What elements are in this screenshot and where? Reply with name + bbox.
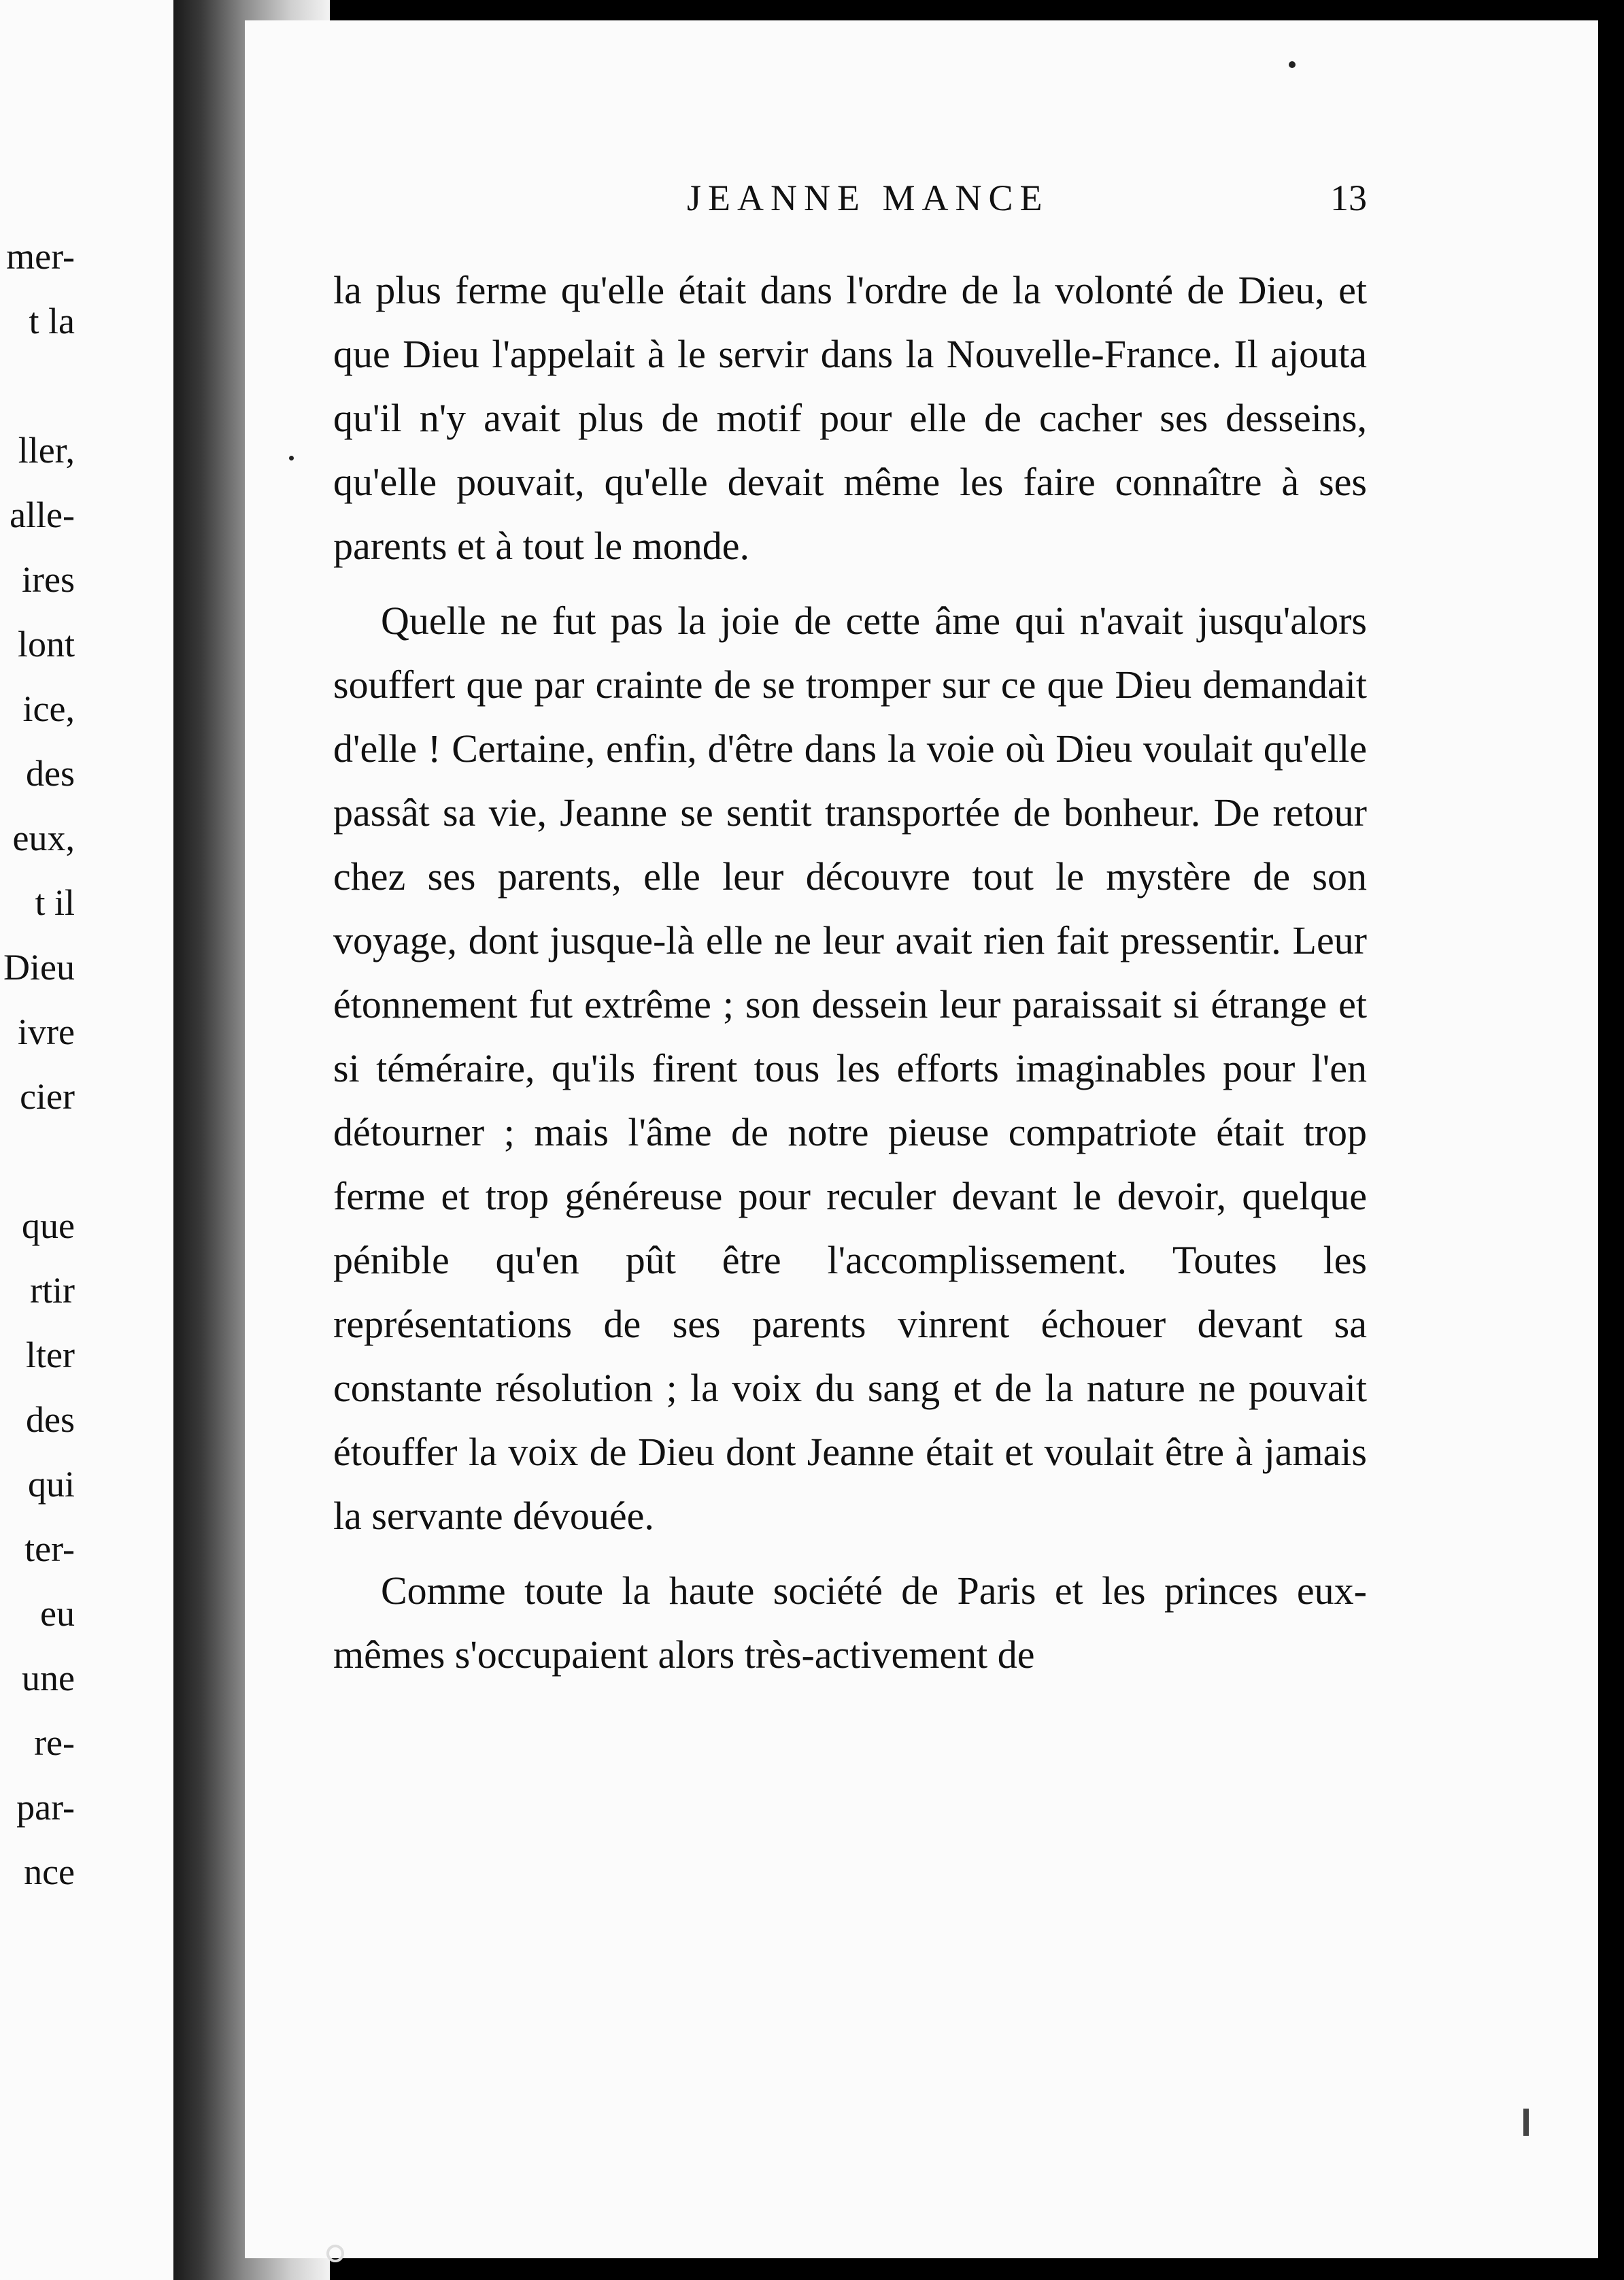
left-fragment: lter xyxy=(26,1335,75,1375)
left-fragment: par- xyxy=(16,1787,75,1828)
left-fragment: lont xyxy=(17,624,75,665)
left-fragment: ires xyxy=(22,559,75,600)
left-fragment: mer- xyxy=(6,236,75,277)
left-fragment: cier xyxy=(20,1076,75,1117)
left-fragment: t il xyxy=(35,882,75,923)
left-page-text-fragments xyxy=(3,224,75,1905)
page-number: 13 xyxy=(1330,178,1367,218)
left-fragment: que xyxy=(22,1205,75,1246)
paragraph-1: la plus ferme qu'elle était dans l'ordre de la volonté de Dieu, et que Dieu l'appelait à le servir dans la Nouvelle-France. Il ajouta qu'il n'y avait plus de motif pour elle de cacher ses desseins, qu'elle pouvait, qu'elle devait même les faire connaître à ses parents et à tout le monde. xyxy=(333,268,1367,568)
running-header xyxy=(333,177,1367,258)
left-fragment: qui xyxy=(27,1464,75,1505)
left-fragment: des xyxy=(26,1399,75,1440)
left-fragment: ter- xyxy=(24,1528,75,1569)
left-fragment: alle- xyxy=(10,494,75,535)
left-fragment: nce xyxy=(24,1851,75,1892)
left-fragment: rtir xyxy=(30,1270,75,1311)
left-fragment: Dieu xyxy=(3,947,75,988)
scan-ring-mark xyxy=(326,2245,344,2262)
paragraph-3: Comme toute la haute société de Paris et les princes eux-mêmes s'occupaient alors très-activement de xyxy=(333,1569,1367,1677)
scan-edge-mark xyxy=(1523,2109,1529,2136)
body-text xyxy=(333,258,1367,1687)
left-fragment: eux, xyxy=(12,818,75,858)
left-fragment: une xyxy=(22,1658,75,1698)
left-fragment: ice, xyxy=(22,688,75,729)
page-content xyxy=(333,20,1367,1698)
left-fragment: t la xyxy=(29,301,75,341)
paper-speck xyxy=(289,456,294,460)
left-fragment: des xyxy=(26,753,75,794)
left-fragment: re- xyxy=(34,1722,75,1763)
running-title: JEANNE MANCE xyxy=(687,178,1049,218)
left-fragment: ivre xyxy=(18,1011,75,1052)
paragraph-2: Quelle ne fut pas la joie de cette âme qui n'avait jusqu'alors souffert que par crainte de se tromper sur ce que Dieu demandait d'elle ! Certaine, enfin, d'être dans la voie où Dieu voulait qu'elle passât sa vie, Jeanne se sentit transportée de bonheur. De retour chez ses parents, elle leur découvre tout le mystère de son voyage, dont jusque-là elle ne leur avait rien fait pressentir. Leur étonnement fut extrême ; son dessein leur paraissait si étrange et si téméraire, qu'ils firent tous les efforts imaginables pour l'en détourner ; mais l'âme de notre pieuse compatriote était trop ferme et trop généreuse pour reculer devant le devoir, quelque pénible qu'en pût être l'accomplissement. Toutes les représentations de ses parents vinrent échouer devant sa constante résolution ; la voix du sang et de la nature ne pouvait étouffer la voix de Dieu dont Jeanne était et voulait être à jamais la servante dévouée. xyxy=(333,599,1367,1538)
left-fragment: eu xyxy=(40,1593,75,1634)
right-page xyxy=(245,20,1598,2258)
left-fragment: ller, xyxy=(18,430,75,471)
